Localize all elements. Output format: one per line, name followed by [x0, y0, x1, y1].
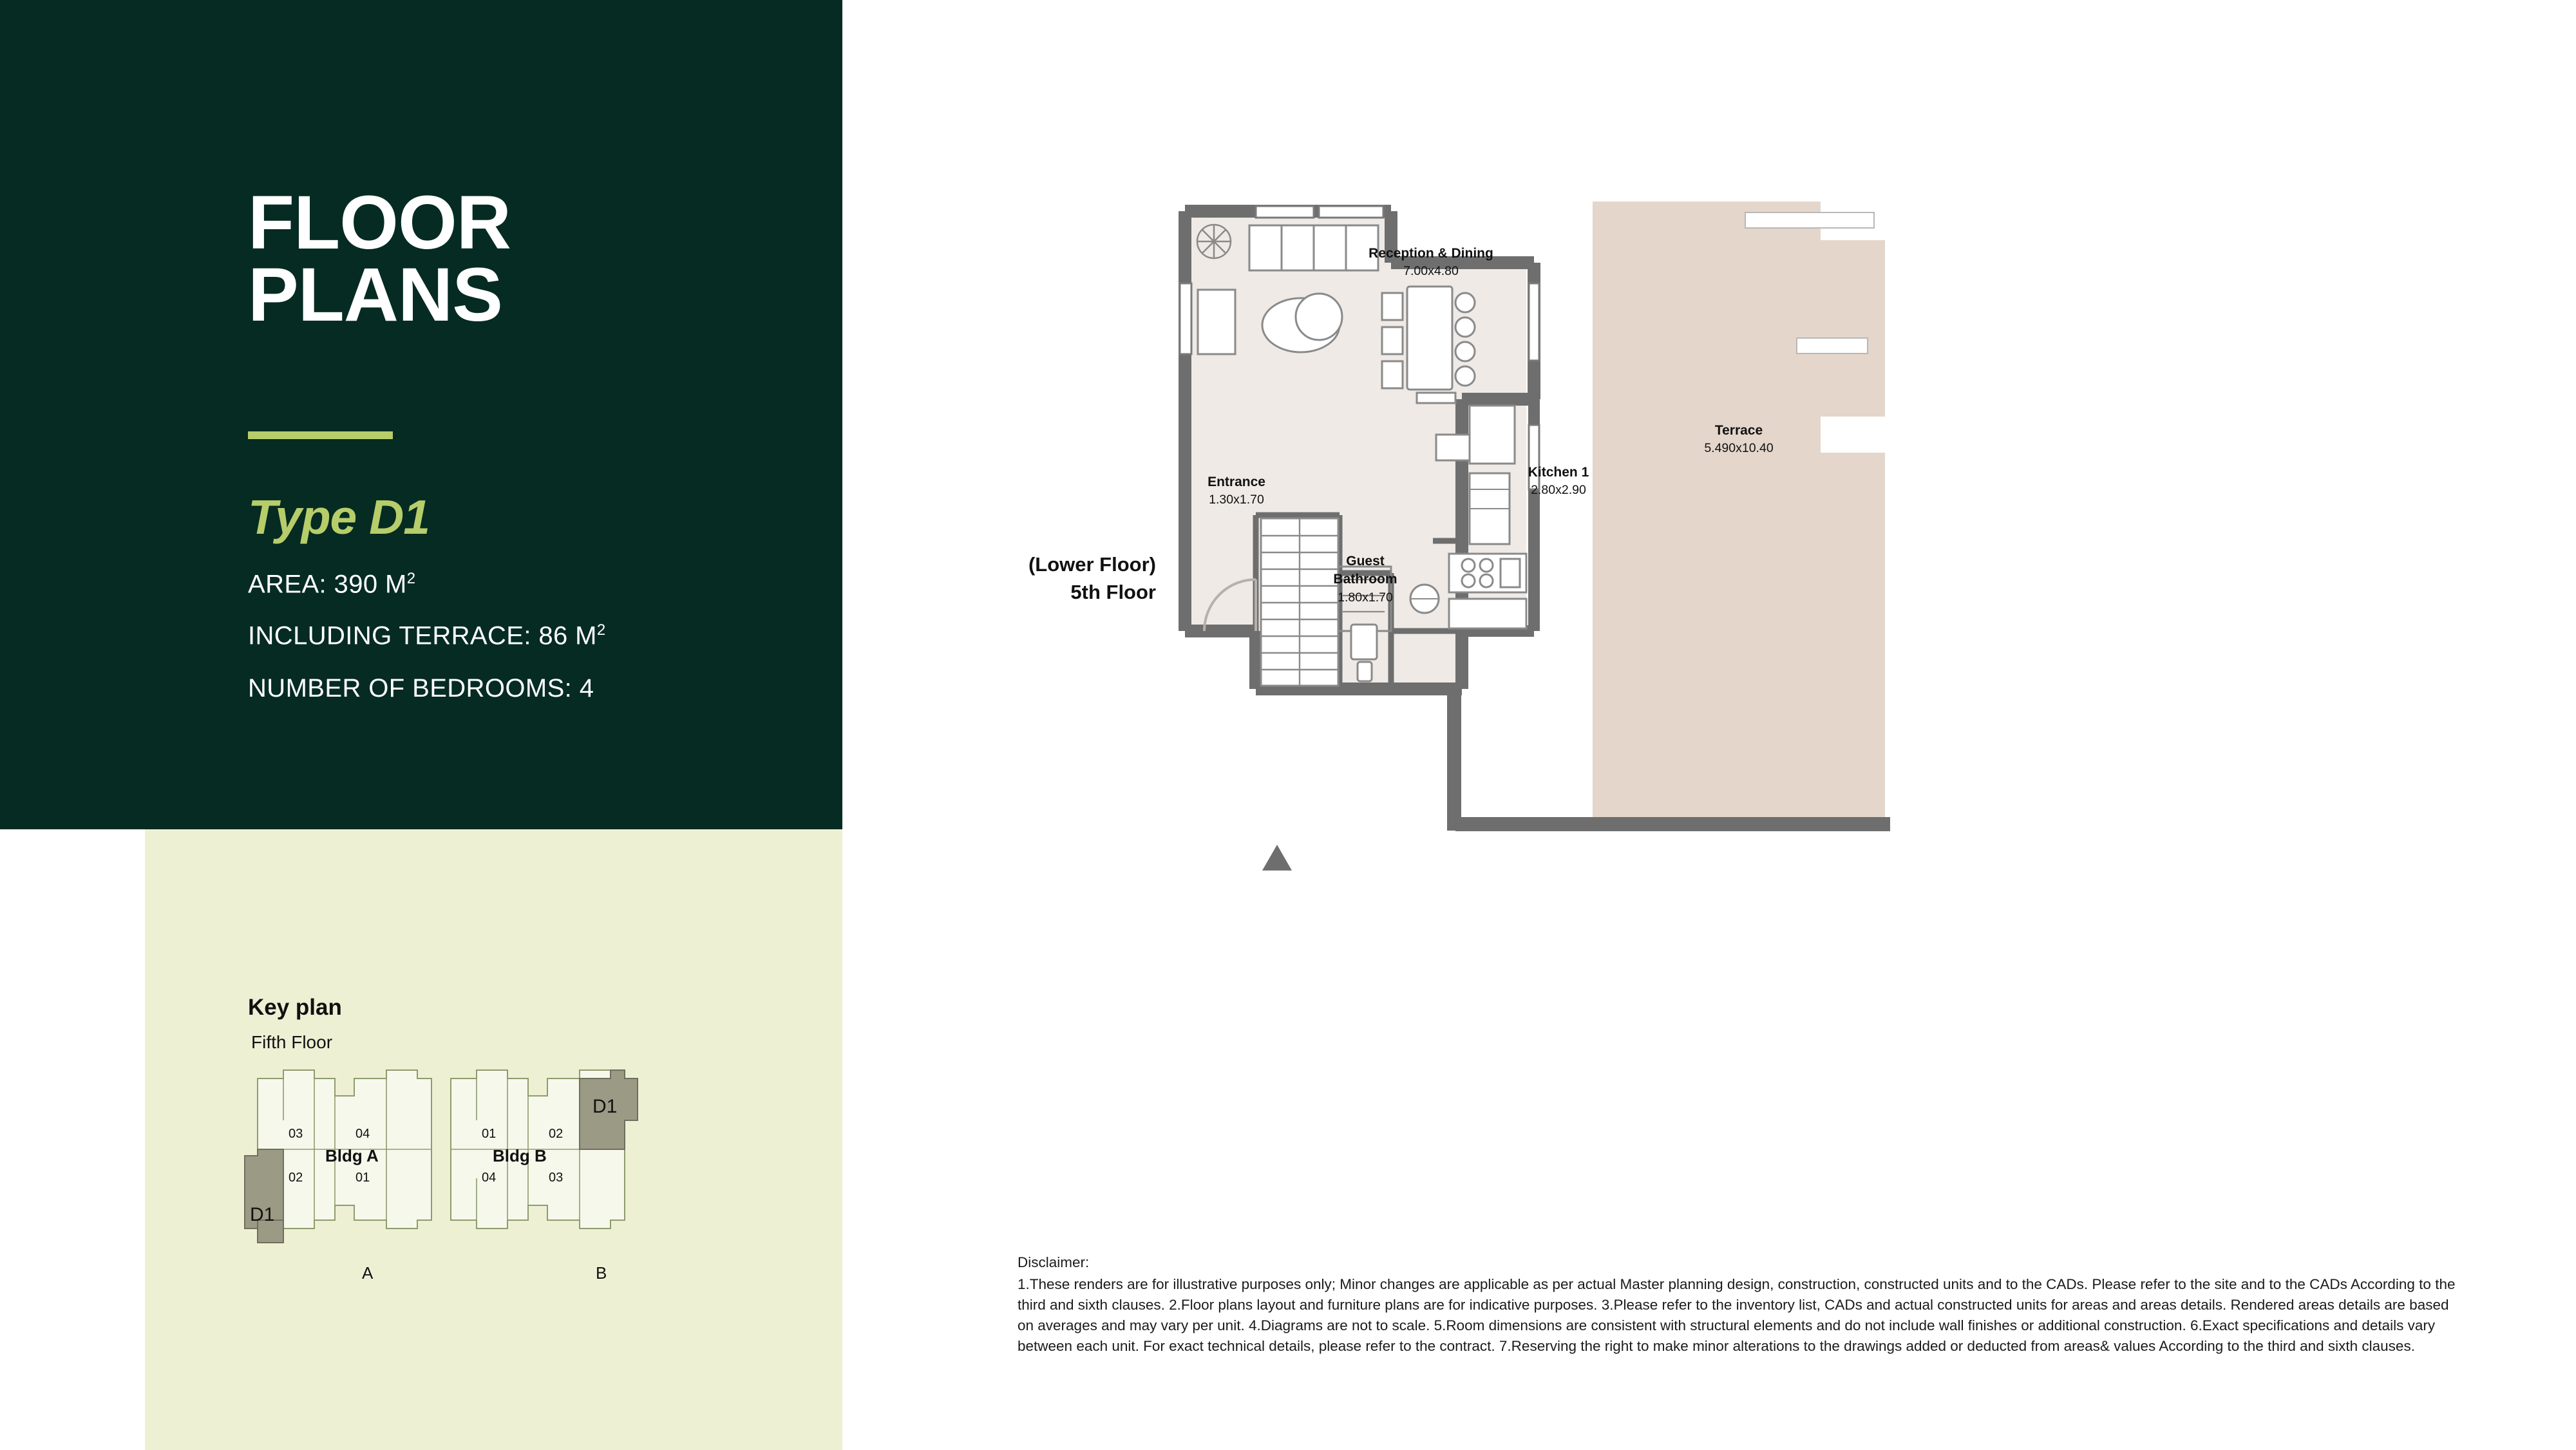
keyplan-unit-a-03: 03 — [289, 1127, 303, 1141]
page-title — [248, 180, 511, 338]
unit-type-label: Type D1 — [248, 490, 430, 544]
floor-label — [943, 551, 1156, 607]
floor-label-line-2: 5th Floor — [1070, 581, 1156, 604]
dining-chair-5 — [1455, 317, 1475, 337]
room-dims-kitchen-1: 2.80x2.90 — [1531, 483, 1586, 498]
room-label-guest-bathroom — [1307, 552, 1423, 606]
room-label-kitchen-1 — [1494, 464, 1623, 499]
floorplan-svg — [1179, 180, 2434, 1101]
dining-chair-4 — [1455, 293, 1475, 312]
spec-area — [248, 570, 415, 599]
room-dims-terrace: 5.490x10.40 — [1704, 441, 1774, 456]
floorplan-drawing — [1179, 180, 2434, 1101]
spec-terrace — [248, 621, 606, 650]
keyplan-letter-a: A — [362, 1263, 374, 1283]
dining-chair-1 — [1382, 293, 1403, 320]
room-dims-guest-bathroom: 1.80x1.70 — [1338, 590, 1393, 605]
spec-terrace-unit: 2 — [596, 621, 606, 639]
plant-icon — [1197, 225, 1231, 258]
disclaimer-heading: Disclaimer: — [1018, 1254, 1090, 1270]
disclaimer — [1018, 1252, 2460, 1357]
window-top-1 — [1256, 206, 1314, 218]
sideboard — [1417, 393, 1455, 403]
left-white-strip — [0, 829, 145, 1450]
sofa-cushion-1 — [1249, 225, 1282, 270]
accent-divider — [248, 431, 393, 439]
terrace-rail-top — [1745, 212, 1874, 228]
keyplan-building-a-label: Bldg A — [325, 1146, 379, 1165]
north-arrow-icon — [1262, 845, 1292, 871]
room-name-terrace: Terrace — [1714, 423, 1763, 438]
keyplan-letter-b: B — [596, 1263, 607, 1283]
keyplan-unit-a-04: 04 — [355, 1127, 370, 1141]
spec-area-text: AREA: 390 M — [248, 570, 407, 599]
coffee-table — [1296, 294, 1342, 340]
dining-chair-7 — [1455, 366, 1475, 386]
keyplan-svg — [238, 1056, 715, 1288]
keyplan-unit-b-03: 03 — [549, 1171, 564, 1185]
armchair-left — [1198, 290, 1235, 354]
floor-label-line-1: (Lower Floor) — [1028, 553, 1156, 576]
left-dark-panel — [0, 0, 842, 829]
keyplan-building-b-label: Bldg B — [493, 1146, 547, 1165]
dining-chair-6 — [1455, 342, 1475, 361]
room-name-guest: Guest — [1346, 554, 1385, 569]
room-name-kitchen-1: Kitchen 1 — [1528, 465, 1589, 480]
sliding-door-right-1 — [1529, 283, 1539, 361]
spec-terrace-text: INCLUDING TERRACE: 86 M — [248, 621, 597, 650]
keyplan-unit-a-02: 02 — [289, 1171, 303, 1185]
spec-area-unit: 2 — [406, 570, 416, 587]
page-title-line-2: PLANS — [248, 252, 502, 338]
keyplan-unit-a-01: 01 — [355, 1171, 370, 1185]
keyplan-subtitle: Fifth Floor — [251, 1032, 333, 1052]
keyplan-d1-tag-upper: D1 — [592, 1096, 618, 1117]
terrace-rail-mid — [1797, 338, 1868, 353]
keyplan-title: Key plan — [248, 995, 342, 1020]
keyplan-unit-b-01: 01 — [482, 1127, 497, 1141]
dining-chair-2 — [1382, 327, 1403, 354]
room-label-entrance — [1172, 473, 1301, 509]
room-label-reception-dining — [1347, 245, 1515, 280]
sofa-cushion-3 — [1314, 225, 1346, 270]
room-name-reception-dining: Reception & Dining — [1368, 246, 1493, 261]
room-name-entrance: Entrance — [1208, 475, 1265, 489]
room-dims-reception-dining: 7.00x4.80 — [1403, 264, 1459, 279]
dining-table — [1407, 287, 1452, 390]
dining-chair-3 — [1382, 361, 1403, 388]
keyplan-d1-tag-lower: D1 — [250, 1204, 275, 1225]
keyplan-diagram — [238, 1056, 715, 1288]
disclaimer-body: 1.These renders are for illustrative purposes only; Minor changes are applicable as per actual Master planning design, construction, constructed units and to the CADs. Please refer to the site and to the CADs According to the third and sixth clauses. 2.Floor plans layout and furniture plans are for indicative purposes. 3.Please refer to the inventory list, CADs and actual constructed units for areas and areas details. Rendered areas details are based on averages and may vary per unit. 4.Diagrams are not to scale. 5.Room dimensions are consistent with structural elements and do not include wall finishes or additional construction. 6.Exact specifications and details vary between each unit. For exact technical details, please refer to the contract. 7.Reserving the right to make minor alterations to the drawings added or deducted from areas& values According to the third and sixth clauses. — [1018, 1276, 2456, 1354]
page-title-line-1: FLOOR — [248, 180, 511, 265]
room-dims-entrance: 1.30x1.70 — [1209, 493, 1264, 507]
room-name-bathroom: Bathroom — [1333, 572, 1397, 587]
keyplan-unit-b-04: 04 — [482, 1171, 497, 1185]
spec-bedrooms: NUMBER OF BEDROOMS: 4 — [248, 674, 594, 702]
window-left-1 — [1180, 283, 1191, 354]
terrace-floor — [1591, 200, 1887, 824]
window-top-2 — [1319, 206, 1383, 218]
room-label-terrace — [1668, 422, 1810, 457]
sofa-cushion-2 — [1282, 225, 1314, 270]
keyplan-unit-b-02: 02 — [549, 1127, 564, 1141]
